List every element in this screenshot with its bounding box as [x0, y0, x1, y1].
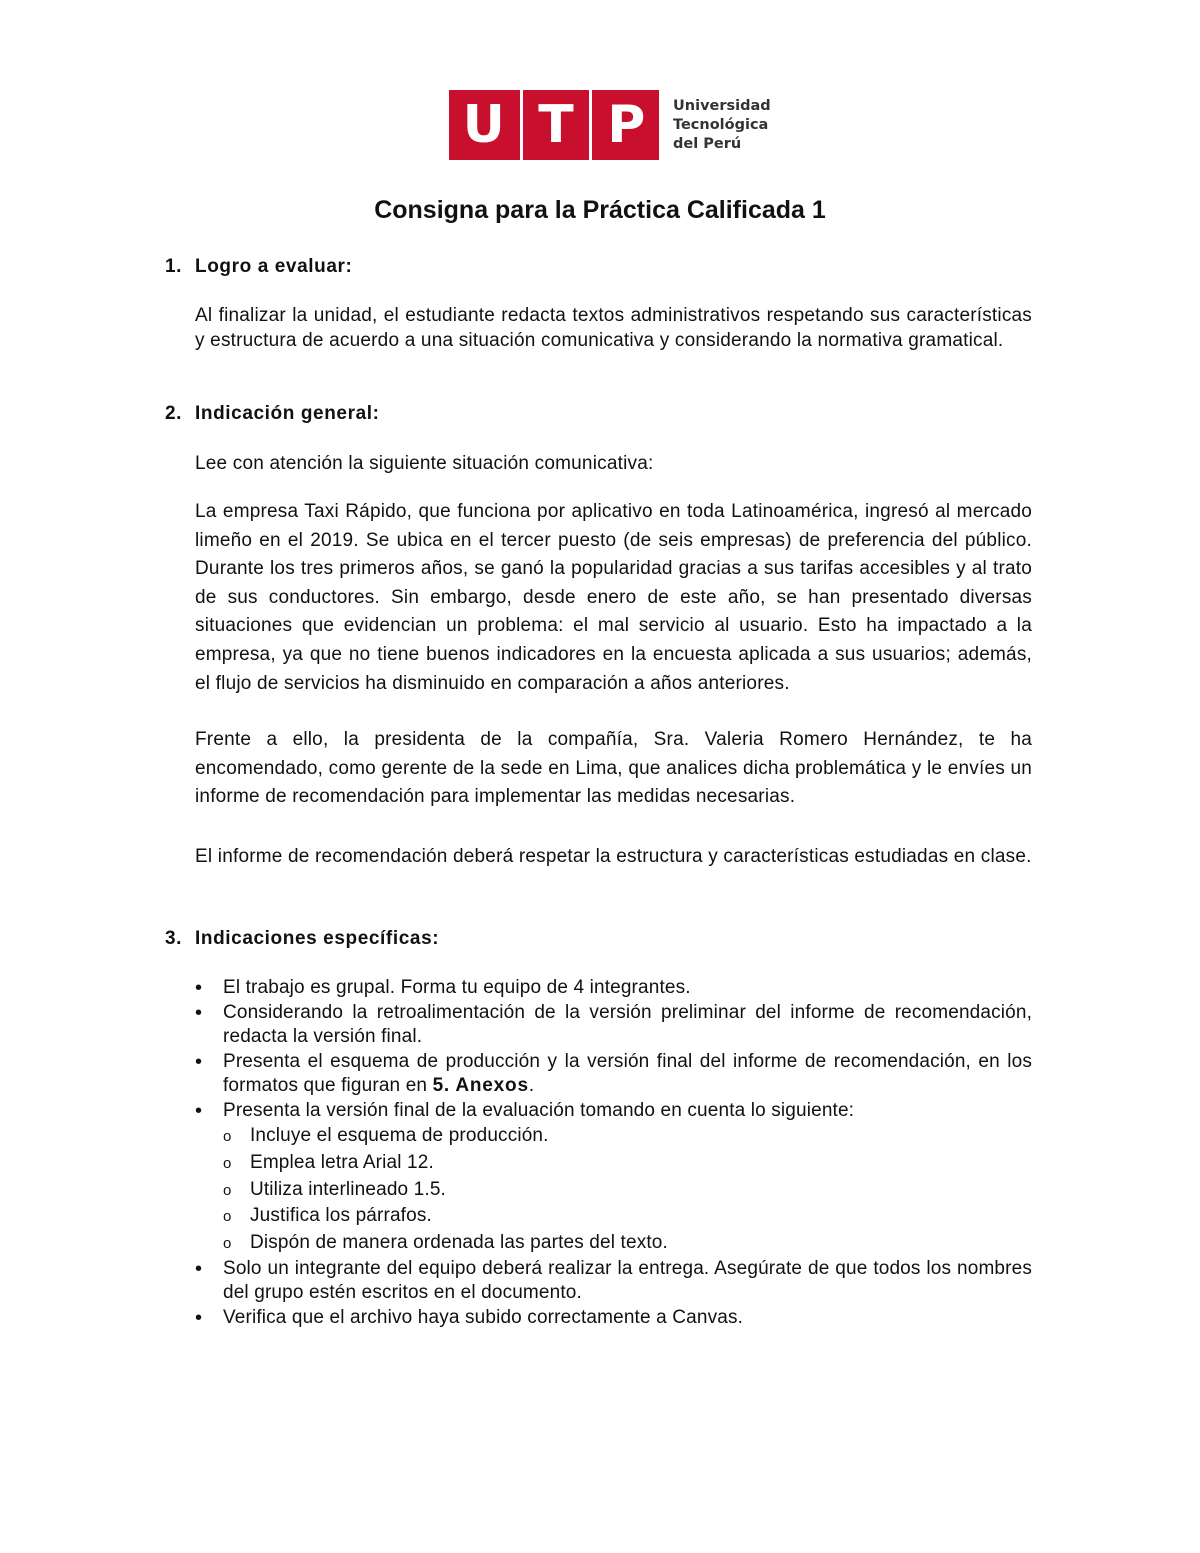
logo-line-2: Tecnológica: [673, 116, 769, 133]
logo-divider: [589, 90, 592, 160]
case-paragraph-2: Frente a ello, la presidenta de la compañía, Sra. Valeria Romero Hernández, te ha encomendado, como gerente de la sede en Lima, que analices dicha problemática y le envíes un informe de recomendación para implementar las medidas necesarias.: [195, 729, 1032, 808]
format-requirements-list: [223, 1123, 1032, 1257]
list-item: • Considerando la retroalimentación de la versión preliminar del informe de recomendación, redacta la versión final.: [195, 1001, 1032, 1050]
section-3-heading: [165, 927, 439, 951]
annex-reference: 5. Anexos: [432, 1075, 529, 1096]
section-heading-text: Logro a evaluar:: [195, 256, 353, 277]
sub-list-item: o Emplea letra Arial 12.: [223, 1150, 1032, 1177]
logo-line-1: Universidad: [673, 97, 771, 114]
section-heading-text: Indicaciones específicas:: [195, 928, 440, 949]
section-number: 1.: [165, 256, 183, 277]
section-1-text: Al finalizar la unidad, el estudiante redacta textos administrativos respetando sus características y estructura de acuerdo a una situación comunicativa y considerando la normativa gramatical.: [195, 305, 1032, 351]
logo-letter-p: P: [607, 95, 646, 155]
list-item: [195, 1099, 1032, 1257]
section-2-intro: Lee con atención la siguiente situación comunicativa:: [195, 453, 654, 474]
list-item-text: Presenta el esquema de producción y la versión final del informe de recomendación, en los formatos que figuran en: [223, 1050, 1032, 1096]
sub-list-item: o Justifica los párrafos.: [223, 1203, 1032, 1230]
section-1-heading: [165, 255, 352, 279]
section-2-closing: El informe de recomendación deberá respetar la estructura y características estudiadas en clase.: [195, 846, 1032, 867]
logo-line-3: del Perú: [673, 135, 742, 152]
logo-letter-t: T: [538, 95, 574, 155]
section-number: 3.: [165, 928, 183, 949]
section-number: 2.: [165, 403, 183, 424]
list-item: • Verifica que el archivo haya subido correctamente a Canvas.: [195, 1306, 1032, 1331]
logo-mark: [449, 90, 659, 160]
section-heading-text: Indicación general:: [195, 403, 380, 424]
document-title: Consigna para la Práctica Calificada 1: [374, 196, 826, 224]
list-item-text: Presenta la versión final de la evaluación tomando en cuenta lo siguiente:: [223, 1099, 855, 1121]
case-paragraph-1: La empresa Taxi Rápido, que funciona por aplicativo en toda Latinoamérica, ingresó al mercado limeño en el 2019. Se ubica en el tercer puesto (de seis empresas) de preferencia del público. Durante los tres primeros años, se ganó la popularidad gracias a sus tarifas accesibles y al trato de sus conductores. Sin embargo, desde enero de este año, se han presentado diversas situaciones que evidencian un problema: el mal servicio al usuario. Esto ha impactado a la empresa, ya que no tiene buenos indicadores en la encuesta aplicada a sus usuarios; además, el flujo de servicios ha disminuido en comparación a años anteriores.: [195, 501, 1032, 694]
logo-wordmark: [673, 97, 771, 154]
list-item: • El trabajo es grupal. Forma tu equipo de 4 integrantes.: [195, 976, 1032, 1001]
list-item-text: .: [528, 1075, 535, 1096]
utp-logo: [449, 90, 771, 160]
list-item: [195, 1050, 1032, 1099]
sub-list-item: o Utiliza interlineado 1.5.: [223, 1177, 1032, 1204]
instructions-list: [195, 976, 1032, 1330]
sub-list-item: o Dispón de manera ordenada las partes del texto.: [223, 1230, 1032, 1257]
logo-letter-u: U: [462, 95, 505, 155]
list-item: • Solo un integrante del equipo deberá realizar la entrega. Asegúrate de que todos los nombres del grupo estén escritos en el documento.: [195, 1257, 1032, 1306]
sub-list-item: o Incluye el esquema de producción.: [223, 1123, 1032, 1150]
logo-divider: [520, 90, 523, 160]
section-2-heading: [165, 402, 380, 426]
